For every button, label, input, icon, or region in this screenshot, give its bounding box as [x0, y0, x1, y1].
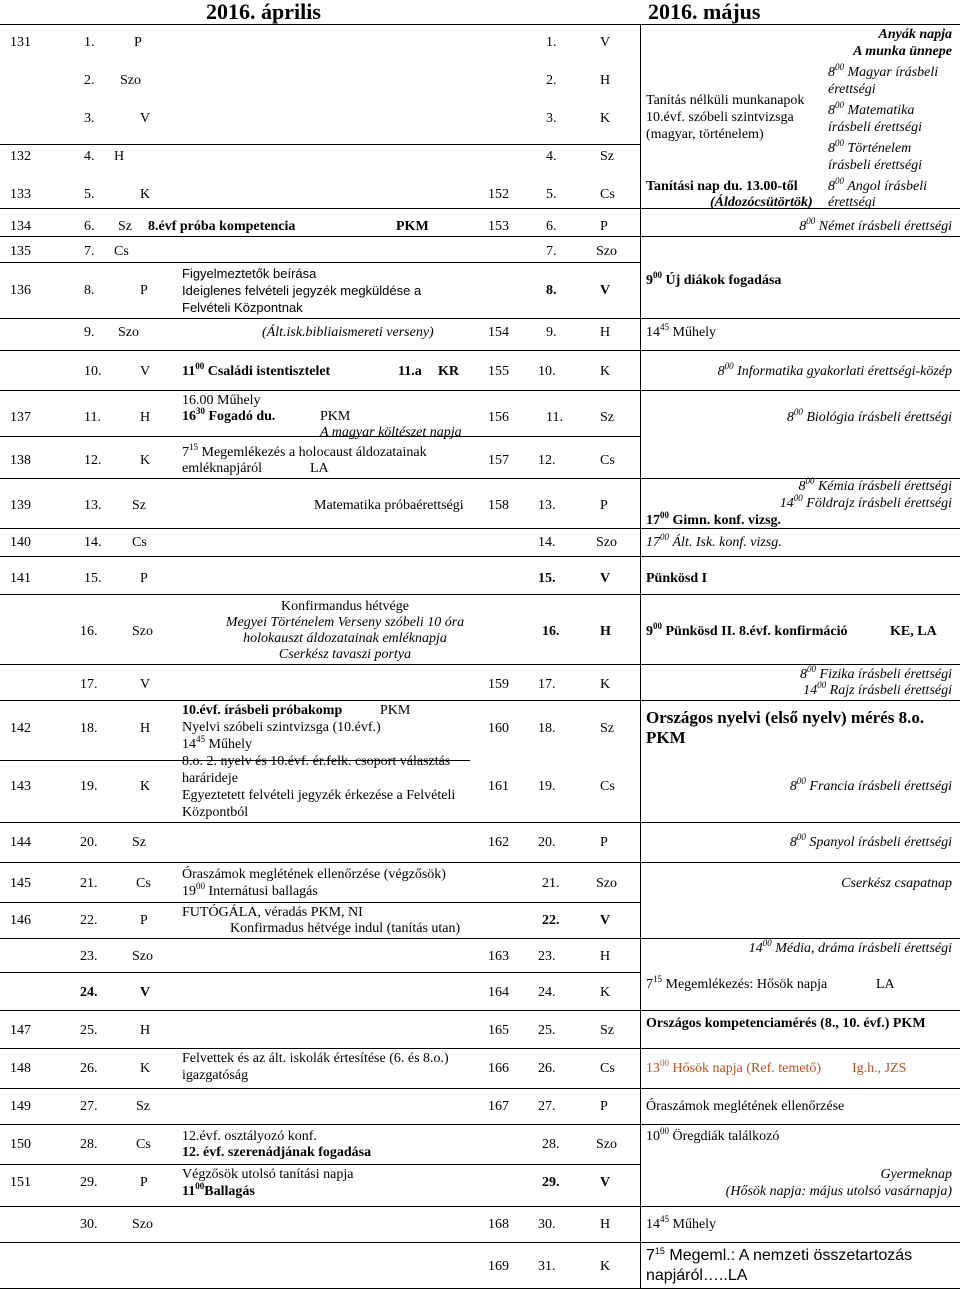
- event-entry: $11^{00}$ Családi istentisztelet: [182, 361, 331, 379]
- event-entry: 8.évf próba kompetencia: [148, 219, 296, 234]
- may-day: 13.: [538, 498, 556, 513]
- may-day: 24.: [538, 985, 556, 1000]
- april-weekday: P: [140, 571, 148, 586]
- april-day: 26.: [80, 1061, 98, 1076]
- exam-entry: $14^{00}$ Földrajz írásbeli érettségi: [779, 493, 952, 511]
- april-day: 10.: [84, 364, 102, 379]
- may-weekday: H: [600, 949, 611, 964]
- event-entry: Országos nyelvi (első nyelv) mérés 8.o.: [646, 708, 925, 727]
- class-label: 11.a: [398, 364, 422, 379]
- may-day: 19.: [538, 779, 556, 794]
- may-weekday: Cs: [600, 453, 615, 468]
- may-weekday: K: [600, 677, 611, 692]
- non-teaching-days: Tanítás nélküli munkanapok: [646, 93, 805, 108]
- week-number: 151: [10, 1175, 31, 1190]
- april-weekday: Cs: [136, 1137, 151, 1152]
- event-entry: $14^{45}$ Műhely: [182, 734, 253, 752]
- may-day: 6.: [546, 219, 557, 234]
- week-number: 149: [10, 1099, 31, 1114]
- exam-entry: $8^{00}$ Fizika írásbeli érettségi: [800, 664, 952, 682]
- april-weekday: P: [134, 35, 142, 50]
- event-entry: $13^{00}$ Hősök napja (Ref. temető): [646, 1058, 822, 1076]
- week-number: 134: [10, 219, 31, 234]
- april-day: 21.: [80, 876, 98, 891]
- row-divider: [0, 208, 960, 209]
- may-day: 5.: [546, 187, 557, 202]
- may-day: 25.: [538, 1023, 556, 1038]
- row-divider: [0, 700, 960, 701]
- may-day: 22.: [542, 913, 560, 928]
- event-entry: Ideiglenes felvételi jegyzék megküldése a: [182, 283, 422, 298]
- row-divider: [0, 350, 960, 351]
- week-number: 165: [488, 1023, 509, 1038]
- april-weekday: H: [114, 149, 125, 164]
- may-day: 14.: [538, 535, 556, 550]
- april-day: 19.: [80, 779, 98, 794]
- responsible-person: LA: [876, 977, 895, 992]
- may-day: 15.: [538, 571, 556, 586]
- event-entry: Óraszámok meglétének ellenőrzése (végzősök): [182, 867, 446, 882]
- april-weekday: Szo: [120, 73, 141, 88]
- april-day: 12.: [84, 453, 102, 468]
- april-weekday: Cs: [136, 876, 151, 891]
- event-entry: harárideje: [182, 771, 238, 786]
- row-divider: [0, 318, 960, 319]
- event-entry: emléknapjáról: [182, 461, 263, 476]
- week-number: 153: [488, 219, 509, 234]
- may-weekday: Cs: [600, 779, 615, 794]
- exam-entry: $8^{00}$ Történelem: [828, 138, 912, 156]
- week-number: 148: [10, 1061, 31, 1076]
- may-weekday: V: [600, 571, 611, 586]
- april-day: 1.: [84, 35, 95, 50]
- may-weekday: Sz: [600, 410, 614, 425]
- responsible-person: PKM: [320, 409, 351, 424]
- may-day: 12.: [538, 453, 556, 468]
- week-number: 141: [10, 571, 31, 586]
- week-number: 164: [488, 985, 509, 1000]
- may-weekday: V: [600, 1175, 611, 1190]
- april-weekday: Szo: [132, 624, 153, 639]
- may-weekday: V: [600, 913, 611, 928]
- april-day: 22.: [80, 913, 98, 928]
- event-entry: $19^{00}$ Internátusi ballagás: [182, 881, 318, 899]
- event-entry: Végzősök utolsó tanítási napja: [182, 1167, 354, 1182]
- may-weekday: H: [600, 624, 611, 639]
- week-number: 168: [488, 1217, 509, 1232]
- april-day: 16.: [80, 624, 98, 639]
- event-entry: Felvettek és az ált. iskolák értesítése (6. és 8.o.): [182, 1051, 449, 1066]
- april-weekday: P: [140, 913, 148, 928]
- row-divider: [0, 594, 960, 595]
- week-number: 139: [10, 498, 31, 513]
- may-weekday: H: [600, 325, 611, 340]
- may-weekday: Sz: [600, 149, 614, 164]
- april-weekday: Sz: [136, 1099, 150, 1114]
- april-day: 3.: [84, 111, 95, 126]
- may-weekday: P: [600, 219, 608, 234]
- may-day: 4.: [546, 149, 557, 164]
- holiday-note: Gyermeknap: [880, 1167, 952, 1182]
- row-divider: [0, 528, 960, 529]
- column-divider: [640, 24, 641, 1288]
- week-number: 137: [10, 410, 31, 425]
- event-entry: 12.évf. osztályozó konf.: [182, 1129, 317, 1144]
- exam-entry: $8^{00}$ Spanyol írásbeli érettségi: [789, 832, 952, 850]
- may-day: 9.: [546, 325, 557, 340]
- april-weekday: K: [140, 453, 151, 468]
- event-entry: FUTÓGÁLA, véradás PKM, NI: [182, 905, 363, 920]
- event-entry: $16^{30}$ Fogadó du.: [182, 406, 276, 424]
- may-weekday: P: [600, 498, 608, 513]
- holiday-note: Pünkösd I: [646, 571, 708, 586]
- row-divider: [0, 556, 960, 557]
- week-number: 160: [488, 721, 509, 736]
- april-day: 23.: [80, 949, 98, 964]
- week-number: 154: [488, 325, 509, 340]
- april-day: 25.: [80, 1023, 98, 1038]
- exam-entry: $8^{00}$ Kémia írásbeli érettségi: [798, 476, 952, 494]
- april-day: 17.: [80, 677, 98, 692]
- may-day: 29.: [542, 1175, 560, 1190]
- week-number: 163: [488, 949, 509, 964]
- row-divider: [0, 262, 640, 263]
- exam-entry: érettségi: [828, 82, 876, 97]
- row-divider: [0, 236, 960, 237]
- week-number: 161: [488, 779, 509, 794]
- week-number: 155: [488, 364, 509, 379]
- april-weekday: K: [140, 187, 151, 202]
- event-entry: Konfirmandus hétvége: [281, 599, 409, 614]
- may-day: 3.: [546, 111, 557, 126]
- exam-entry: írásbeli érettségi: [828, 158, 922, 173]
- event-entry: Egyeztetett felvételi jegyzék érkezése a Felvételi: [182, 788, 456, 803]
- april-day: 8.: [84, 283, 95, 298]
- event-entry: napjáról…..LA: [646, 1267, 748, 1284]
- april-weekday: V: [140, 111, 151, 126]
- week-number: 133: [10, 187, 31, 202]
- row-divider: [0, 144, 640, 145]
- may-weekday: K: [600, 364, 611, 379]
- event-entry: holokauszt áldozatainak emléknapja: [243, 631, 447, 646]
- april-weekday: H: [140, 1023, 151, 1038]
- week-number: 169: [488, 1259, 509, 1274]
- holiday-note: Anyák napja: [878, 27, 952, 42]
- holiday-note: (Hősök napja: május utolsó vasárnapja): [725, 1184, 952, 1199]
- responsible-person: KE, LA: [890, 624, 937, 639]
- april-day: 9.: [84, 325, 95, 340]
- april-weekday: P: [140, 283, 148, 298]
- event-entry: $9^{00}$ Új diákok fogadása: [646, 270, 782, 288]
- april-weekday: V: [140, 364, 151, 379]
- row-divider: [0, 390, 960, 391]
- event-entry: Országos kompetenciamérés (8., 10. évf.) PKM: [646, 1016, 926, 1031]
- row-divider: [0, 822, 960, 823]
- event-entry: (Áldozócsütörtök): [710, 195, 813, 210]
- may-weekday: Szo: [596, 244, 617, 259]
- event-entry: 10.évf. írásbeli próbakomp: [182, 703, 343, 718]
- may-weekday: Szo: [596, 535, 617, 550]
- april-day: 28.: [80, 1137, 98, 1152]
- april-day: 14.: [84, 535, 102, 550]
- row-divider: [0, 1088, 960, 1089]
- week-number: 150: [10, 1137, 31, 1152]
- april-day: 30.: [80, 1217, 98, 1232]
- event-entry: 16.00 Műhely: [182, 393, 261, 408]
- may-day: 2.: [546, 73, 557, 88]
- april-day: 13.: [84, 498, 102, 513]
- april-weekday: Szo: [132, 949, 153, 964]
- april-day: 7.: [84, 244, 95, 259]
- exam-entry: $8^{00}$ Magyar írásbeli: [828, 62, 939, 80]
- may-day: 1.: [546, 35, 557, 50]
- week-number: 156: [488, 410, 509, 425]
- exam-entry: $8^{00}$ Német írásbeli érettségi: [799, 216, 952, 234]
- event-entry: Felvételi Központnak: [182, 300, 303, 315]
- month-title-april: 2016. április: [206, 0, 321, 24]
- exam-entry: $8^{00}$ Informatika gyakorlati érettségi-közép: [717, 361, 952, 379]
- april-day: 5.: [84, 187, 95, 202]
- week-number: 166: [488, 1061, 509, 1076]
- event-entry: Nyelvi szóbeli szintvizsga (10.évf.): [182, 720, 381, 735]
- may-day: 30.: [538, 1217, 556, 1232]
- exam-entry: $8^{00}$ Biológia írásbeli érettségi: [786, 407, 952, 425]
- event-entry: igazgatóság: [182, 1068, 249, 1083]
- may-day: 31.: [538, 1259, 556, 1274]
- exam-entry: $8^{00}$ Matematika: [828, 100, 915, 118]
- event-entry: Óraszámok meglétének ellenőrzése: [646, 1099, 845, 1114]
- event-entry: $7^{15}$ Megemlékezés: Hősök napja: [646, 974, 828, 992]
- row-divider: [0, 1206, 960, 1207]
- event-entry: Cserkész csapatnap: [841, 876, 952, 891]
- april-weekday: K: [140, 1061, 151, 1076]
- may-weekday: Szo: [596, 1137, 617, 1152]
- may-weekday: V: [600, 283, 611, 298]
- week-number: 142: [10, 721, 31, 736]
- april-weekday: Sz: [132, 835, 146, 850]
- row-divider: [0, 972, 640, 973]
- responsible-person: LA: [310, 461, 329, 476]
- week-number: 147: [10, 1023, 31, 1038]
- april-weekday: K: [140, 779, 151, 794]
- may-weekday: H: [600, 1217, 611, 1232]
- april-day: 4.: [84, 149, 95, 164]
- may-day: 27.: [538, 1099, 556, 1114]
- week-number: 152: [488, 187, 509, 202]
- row-divider: [0, 1010, 960, 1011]
- event-entry: (Ált.isk.bibliaismereti verseny): [262, 325, 434, 340]
- row-divider: [0, 1164, 640, 1165]
- april-weekday: V: [140, 985, 151, 1000]
- exam-entry: $8^{00}$ Angol írásbeli: [828, 176, 927, 194]
- exam-entry: $14^{00}$ Média, dráma írásbeli érettségi: [748, 938, 952, 956]
- event-entry: A magyar költészet napja: [320, 425, 462, 440]
- week-number: 162: [488, 835, 509, 850]
- row-divider: [0, 938, 960, 939]
- event-entry: Tanítási nap du. 13.00-től: [646, 179, 798, 194]
- event-entry: (magyar, történelem): [646, 127, 764, 142]
- week-number: 159: [488, 677, 509, 692]
- april-weekday: V: [140, 677, 151, 692]
- row-divider: [0, 1124, 960, 1125]
- week-number: 136: [10, 283, 31, 298]
- row-divider: [0, 1048, 960, 1049]
- responsible-person: PKM: [646, 728, 686, 747]
- week-number: 157: [488, 453, 509, 468]
- may-weekday: Cs: [600, 187, 615, 202]
- row-divider: [0, 862, 960, 863]
- week-number: 132: [10, 149, 31, 164]
- event-entry: $10^{00}$ Öregdiák találkozó: [646, 1126, 780, 1144]
- april-weekday: Sz: [132, 498, 146, 513]
- row-divider: [0, 902, 640, 903]
- april-day: 20.: [80, 835, 98, 850]
- april-day: 11.: [84, 410, 101, 425]
- event-entry: Központból: [182, 805, 249, 820]
- week-number: 144: [10, 835, 31, 850]
- may-weekday: P: [600, 835, 608, 850]
- event-entry: $17^{00}$ Gimn. konf. vizsg.: [646, 510, 782, 528]
- may-weekday: P: [600, 1099, 608, 1114]
- may-day: 28.: [542, 1137, 560, 1152]
- april-day: 6.: [84, 219, 95, 234]
- may-day: 7.: [546, 244, 557, 259]
- event-entry: $9^{00}$ Pünkösd II. 8.évf. konfirmáció: [646, 621, 848, 639]
- may-day: 11.: [546, 410, 563, 425]
- event-entry: 12. évf. szerenádjának fogadása: [182, 1145, 372, 1160]
- may-day: 26.: [538, 1061, 556, 1076]
- event-entry: $7^{15}$ Megemlékezés a holocaust áldozatainak: [182, 442, 427, 460]
- may-day: 23.: [538, 949, 556, 964]
- week-number: 140: [10, 535, 31, 550]
- row-divider: [0, 24, 960, 25]
- may-weekday: V: [600, 35, 611, 50]
- event-entry: $11^{00}Ballagás$: [182, 1181, 255, 1199]
- row-divider: [0, 1242, 960, 1243]
- responsible-person: KR: [438, 364, 459, 379]
- event-entry: Figyelmeztetők beírása: [182, 266, 317, 281]
- month-title-may: 2016. május: [648, 0, 761, 24]
- april-day: 15.: [84, 571, 102, 586]
- event-entry: 10.évf. szóbeli szintvizsga: [646, 110, 794, 125]
- may-day: 21.: [542, 876, 560, 891]
- may-weekday: Sz: [600, 1023, 614, 1038]
- exam-entry: érettségi: [828, 195, 876, 210]
- event-entry: 8.o. 2. nyelv és 10.évf. ér.felk. csoport választás: [182, 754, 451, 769]
- responsible-person: PKM: [396, 219, 429, 234]
- may-weekday: Sz: [600, 721, 614, 736]
- week-number: 145: [10, 876, 31, 891]
- may-weekday: K: [600, 111, 611, 126]
- week-number: 143: [10, 779, 31, 794]
- week-number: 131: [10, 35, 31, 50]
- week-number: 138: [10, 453, 31, 468]
- exam-entry: $8^{00}$ Francia írásbeli érettségi: [789, 776, 952, 794]
- april-day: 24.: [80, 985, 98, 1000]
- may-weekday: Cs: [600, 1061, 615, 1076]
- april-weekday: Cs: [132, 535, 147, 550]
- week-number: 146: [10, 913, 31, 928]
- may-day: 20.: [538, 835, 556, 850]
- may-weekday: K: [600, 1259, 611, 1274]
- event-entry: $7^{15}$ Megeml.: A nemzeti összetartozás: [646, 1246, 913, 1264]
- event-entry: Konfirmadus hétvége indul (tanítás utan): [230, 921, 461, 936]
- april-weekday: P: [140, 1175, 148, 1190]
- may-weekday: K: [600, 985, 611, 1000]
- april-weekday: Cs: [114, 244, 129, 259]
- may-weekday: Szo: [596, 876, 617, 891]
- april-day: 2.: [84, 73, 95, 88]
- event-entry: Matematika próbaérettségi: [314, 498, 464, 513]
- week-number: 135: [10, 244, 31, 259]
- exam-entry: $14^{00}$ Rajz írásbeli érettségi: [803, 680, 952, 698]
- event-entry: $14^{45}$ Műhely: [646, 1214, 717, 1232]
- april-day: 27.: [80, 1099, 98, 1114]
- april-weekday: Szo: [118, 325, 139, 340]
- row-divider: [0, 1288, 960, 1289]
- may-weekday: H: [600, 73, 611, 88]
- april-weekday: Szo: [132, 1217, 153, 1232]
- april-day: 29.: [80, 1175, 98, 1190]
- exam-entry: írásbeli érettségi: [828, 120, 922, 135]
- april-weekday: H: [140, 721, 151, 736]
- responsible-person: Ig.h., JZS: [852, 1061, 907, 1076]
- event-entry: $17^{00}$ Ált. Isk. konf. vizsg.: [646, 532, 782, 550]
- may-day: 8.: [546, 283, 557, 298]
- event-entry: Cserkész tavaszi portya: [278, 647, 412, 662]
- event-entry: Megyei Történelem Verseny szóbeli 10 óra: [225, 615, 465, 630]
- week-number: 158: [488, 498, 509, 513]
- may-day: 10.: [538, 364, 556, 379]
- may-day: 17.: [538, 677, 556, 692]
- may-day: 16.: [542, 624, 560, 639]
- week-number: 167: [488, 1099, 509, 1114]
- may-day: 18.: [538, 721, 556, 736]
- event-entry: $14^{45}$ Műhely: [646, 322, 717, 340]
- april-weekday: Sz: [118, 219, 132, 234]
- april-day: 18.: [80, 721, 98, 736]
- april-weekday: H: [140, 410, 151, 425]
- holiday-note: A munka ünnepe: [853, 44, 952, 59]
- responsible-person: PKM: [380, 703, 411, 718]
